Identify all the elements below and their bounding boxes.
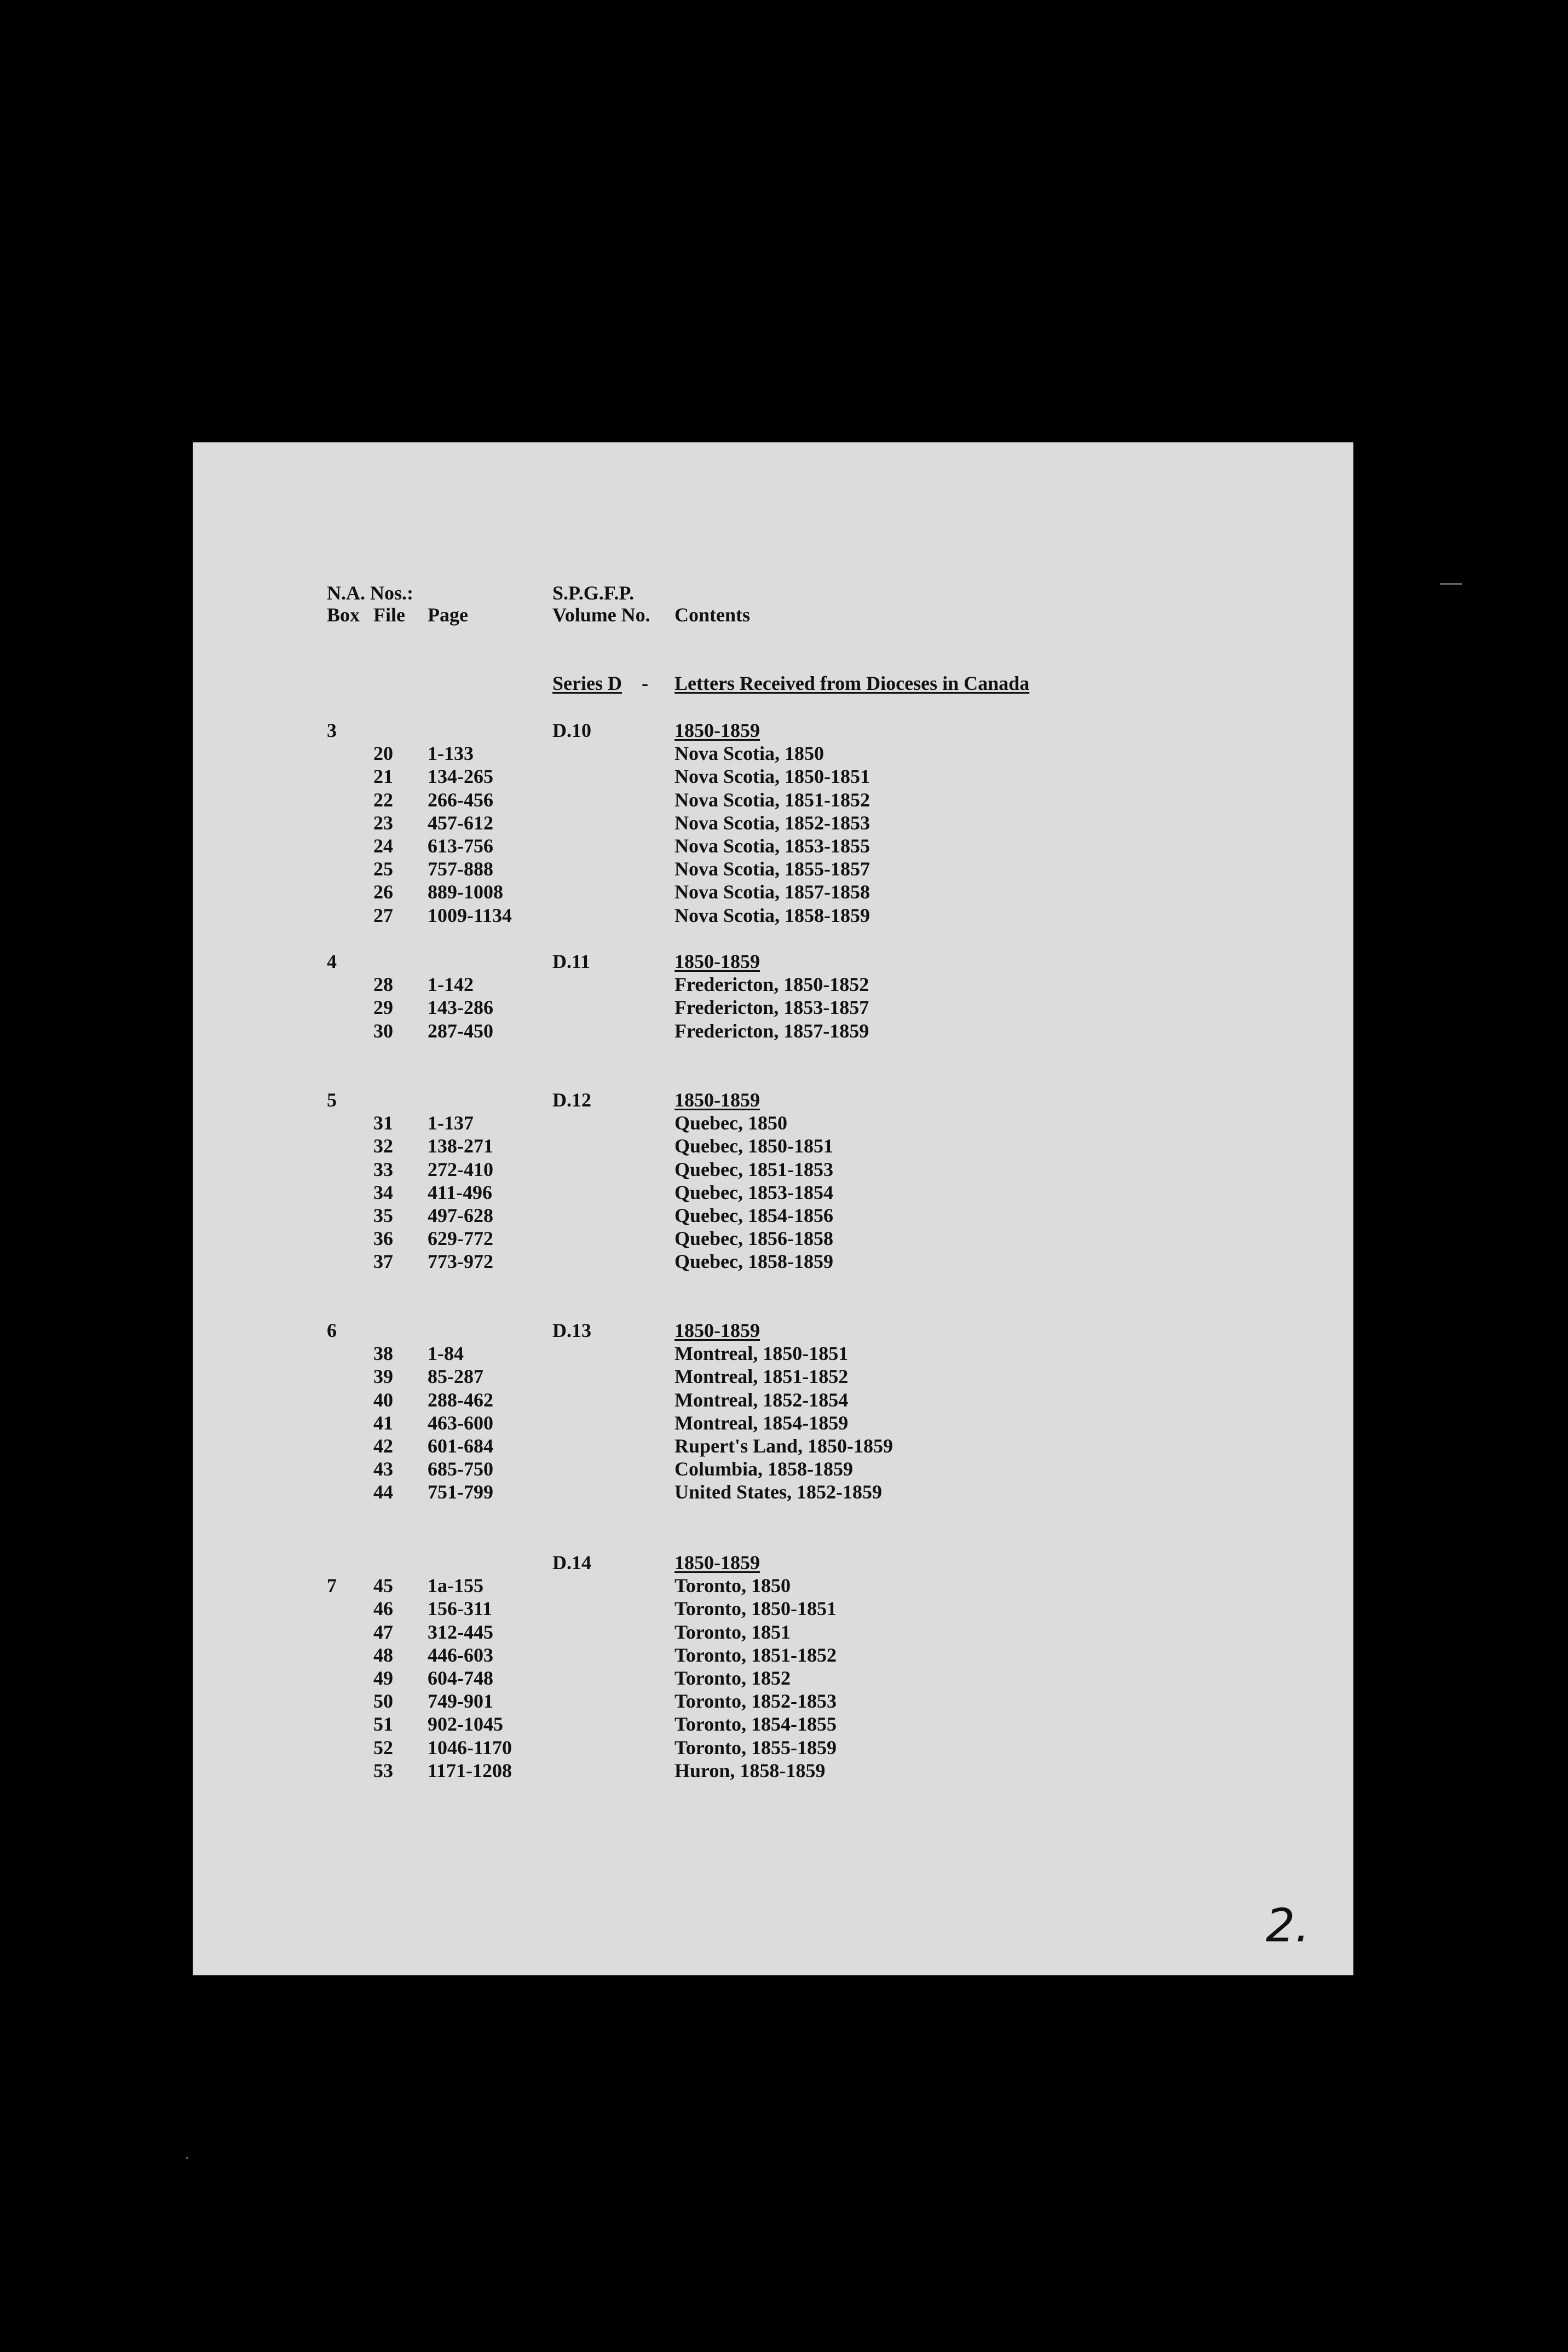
page-range: 266-456 <box>428 789 493 811</box>
page-range: 288-462 <box>428 1389 493 1411</box>
file-number: 24 <box>373 835 393 857</box>
header-file: File <box>373 604 405 626</box>
volume-number: D.11 <box>552 950 591 972</box>
file-number: 28 <box>373 973 393 995</box>
file-contents: Toronto, 1852 <box>675 1667 791 1689</box>
file-contents: Nova Scotia, 1850-1851 <box>675 765 870 787</box>
file-contents: Nova Scotia, 1850 <box>675 742 824 764</box>
header-box: Box <box>327 604 360 626</box>
page-range: 1009-1134 <box>428 904 512 926</box>
page-range: 902-1045 <box>428 1713 503 1735</box>
box-number: 3 <box>327 719 337 741</box>
page-range: 272-410 <box>428 1158 493 1180</box>
file-number: 48 <box>373 1644 393 1666</box>
file-number: 20 <box>373 742 393 764</box>
document-page <box>193 442 1353 1975</box>
page-range: 287-450 <box>428 1020 493 1042</box>
file-contents: Quebec, 1850-1851 <box>675 1135 833 1157</box>
file-number: 25 <box>373 858 393 880</box>
file-number: 29 <box>373 996 393 1018</box>
header-contents: Contents <box>675 604 751 626</box>
page-range: 1a-155 <box>428 1575 483 1596</box>
header-page: Page <box>428 604 468 626</box>
file-contents: Nova Scotia, 1857-1858 <box>675 881 870 903</box>
file-contents: Nova Scotia, 1851-1852 <box>675 789 870 811</box>
file-contents: United States, 1852-1859 <box>675 1481 882 1503</box>
file-number: 44 <box>373 1481 393 1503</box>
header-spgfp: S.P.G.F.P. <box>552 582 635 604</box>
file-contents: Nova Scotia, 1855-1857 <box>675 858 870 880</box>
file-contents: Montreal, 1852-1854 <box>675 1389 849 1411</box>
file-contents: Toronto, 1852-1853 <box>675 1690 837 1712</box>
file-contents: Quebec, 1850 <box>675 1112 787 1134</box>
file-number: 26 <box>373 881 393 903</box>
file-contents: Toronto, 1851 <box>675 1621 791 1643</box>
file-number: 38 <box>373 1342 393 1364</box>
volume-period: 1850-1859 <box>675 1552 760 1573</box>
page-range: 1046-1170 <box>428 1737 512 1759</box>
page-range: 1171-1208 <box>428 1760 512 1782</box>
file-number: 52 <box>373 1737 393 1759</box>
header-volume: Volume No. <box>552 604 650 626</box>
file-contents: Toronto, 1851-1852 <box>675 1644 837 1666</box>
file-number: 23 <box>373 812 393 834</box>
file-contents: Nova Scotia, 1853-1855 <box>675 835 870 857</box>
series-label: Series D <box>552 672 622 694</box>
file-number: 40 <box>373 1389 393 1411</box>
page-range: 411-496 <box>428 1181 493 1203</box>
page-range: 457-612 <box>428 812 493 834</box>
file-contents: Fredericton, 1850-1852 <box>675 973 869 995</box>
page-range: 497-628 <box>428 1204 493 1226</box>
file-number: 41 <box>373 1412 393 1434</box>
file-number: 33 <box>373 1158 393 1180</box>
file-contents: Fredericton, 1853-1857 <box>675 996 869 1018</box>
box-number: 4 <box>327 950 337 972</box>
file-contents: Quebec, 1854-1856 <box>675 1204 833 1226</box>
page-range: 685-750 <box>428 1458 493 1480</box>
page-range: 601-684 <box>428 1435 493 1457</box>
page-range: 1-84 <box>428 1342 464 1364</box>
handwritten-page-number: 2. <box>1266 1899 1310 1952</box>
file-contents: Rupert's Land, 1850-1859 <box>675 1435 893 1457</box>
page-range: 757-888 <box>428 858 493 880</box>
file-number: 39 <box>373 1365 393 1387</box>
file-contents: Columbia, 1858-1859 <box>675 1458 854 1480</box>
page-range: 773-972 <box>428 1250 493 1272</box>
volume-number: D.12 <box>552 1089 591 1111</box>
file-contents: Montreal, 1854-1859 <box>675 1412 849 1434</box>
file-number: 37 <box>373 1250 393 1272</box>
header-na-nos: N.A. Nos.: <box>327 582 413 604</box>
page-range: 751-799 <box>428 1481 493 1503</box>
file-contents: Quebec, 1856-1858 <box>675 1227 833 1249</box>
page-range: 138-271 <box>428 1135 493 1157</box>
page-range: 312-445 <box>428 1621 493 1643</box>
file-contents: Montreal, 1850-1851 <box>675 1342 849 1364</box>
file-contents: Toronto, 1855-1859 <box>675 1737 837 1759</box>
box-number: 7 <box>327 1575 337 1597</box>
box-number: 6 <box>327 1319 337 1341</box>
volume-period: 1850-1859 <box>675 719 760 741</box>
file-contents: Nova Scotia, 1858-1859 <box>675 904 870 926</box>
file-number: 32 <box>373 1135 393 1157</box>
file-number: 46 <box>373 1598 393 1619</box>
file-number: 36 <box>373 1227 393 1249</box>
file-number: 43 <box>373 1458 393 1480</box>
scan-speck <box>1440 583 1462 585</box>
file-contents: Toronto, 1850-1851 <box>675 1598 837 1619</box>
page-range: 1-133 <box>428 742 474 764</box>
series-dash: - <box>642 672 648 694</box>
file-contents: Quebec, 1853-1854 <box>675 1181 833 1203</box>
file-number: 34 <box>373 1181 393 1203</box>
page-range: 604-748 <box>428 1667 493 1689</box>
file-number: 50 <box>373 1690 393 1712</box>
volume-period: 1850-1859 <box>675 1319 760 1341</box>
file-number: 27 <box>373 904 393 926</box>
page-range: 446-603 <box>428 1644 493 1666</box>
file-number: 49 <box>373 1667 393 1689</box>
volume-number: D.14 <box>552 1552 591 1573</box>
page-range: 613-756 <box>428 835 493 857</box>
page-range: 85-287 <box>428 1365 483 1387</box>
file-number: 31 <box>373 1112 393 1134</box>
page-range: 143-286 <box>428 996 493 1018</box>
page-range: 1-137 <box>428 1112 474 1134</box>
volume-number: D.10 <box>552 719 591 741</box>
volume-period: 1850-1859 <box>675 1089 760 1111</box>
file-contents: Montreal, 1851-1852 <box>675 1365 849 1387</box>
file-number: 42 <box>373 1435 393 1457</box>
file-contents: Quebec, 1851-1853 <box>675 1158 833 1180</box>
page-range: 889-1008 <box>428 881 503 903</box>
file-number: 22 <box>373 789 393 811</box>
file-contents: Nova Scotia, 1852-1853 <box>675 812 870 834</box>
file-number: 30 <box>373 1020 393 1042</box>
page-range: 463-600 <box>428 1412 493 1434</box>
file-number: 47 <box>373 1621 393 1643</box>
file-number: 45 <box>373 1575 393 1596</box>
file-number: 53 <box>373 1760 393 1782</box>
scan-speck <box>186 2157 188 2159</box>
file-contents: Huron, 1858-1859 <box>675 1760 826 1782</box>
file-contents: Toronto, 1850 <box>675 1575 791 1596</box>
volume-period: 1850-1859 <box>675 950 760 972</box>
series-title: Letters Received from Dioceses in Canada <box>675 672 1030 694</box>
file-contents: Toronto, 1854-1855 <box>675 1713 837 1735</box>
page-range: 1-142 <box>428 973 474 995</box>
file-number: 21 <box>373 765 393 787</box>
file-contents: Fredericton, 1857-1859 <box>675 1020 869 1042</box>
page-range: 629-772 <box>428 1227 493 1249</box>
page-range: 134-265 <box>428 765 493 787</box>
box-number: 5 <box>327 1089 337 1111</box>
file-number: 51 <box>373 1713 393 1735</box>
file-number: 35 <box>373 1204 393 1226</box>
page-range: 156-311 <box>428 1598 493 1619</box>
volume-number: D.13 <box>552 1319 591 1341</box>
file-contents: Quebec, 1858-1859 <box>675 1250 833 1272</box>
page-range: 749-901 <box>428 1690 493 1712</box>
